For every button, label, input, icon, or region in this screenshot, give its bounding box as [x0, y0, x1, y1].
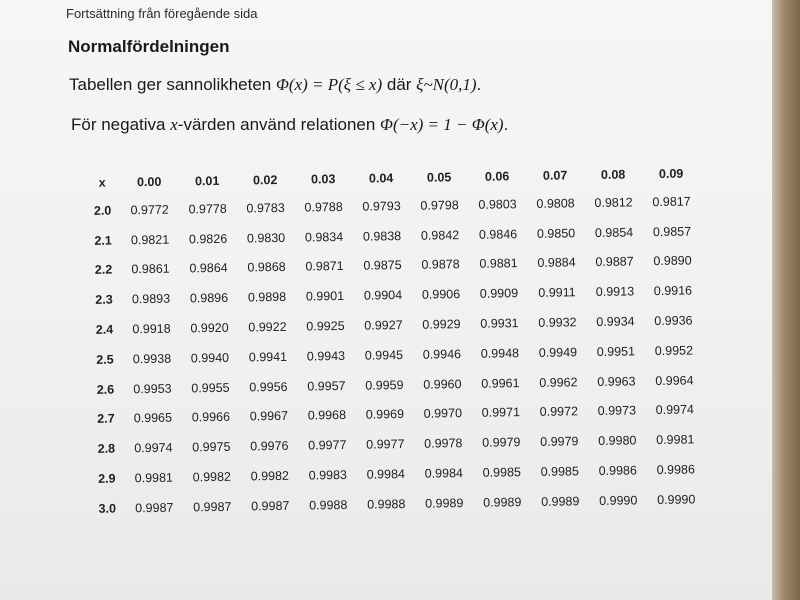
- row-x-label: 2.6: [96, 382, 115, 397]
- table-cell: 0.9846: [478, 226, 518, 242]
- table-cell: 0.9898: [247, 290, 287, 305]
- table-cell: 0.9850: [536, 225, 576, 241]
- table-cell: 0.9778: [188, 201, 227, 217]
- table-cell: 0.9881: [479, 256, 518, 272]
- table-cell: 0.9955: [191, 380, 230, 396]
- table-cell: 0.9812: [594, 195, 633, 210]
- table-cell: 0.9953: [133, 381, 172, 396]
- table-cell: 0.9989: [541, 494, 580, 509]
- table-cell: 0.9956: [249, 379, 288, 395]
- table-cell: 0.9772: [130, 202, 169, 218]
- relation-line: [71, 115, 508, 135]
- table-cell: 0.9793: [362, 198, 401, 214]
- table-cell: 0.9861: [131, 262, 170, 277]
- description-distribution: ξ~N(0,1): [416, 75, 477, 94]
- table-cell: 0.9986: [598, 463, 638, 479]
- table-cell: 0.9974: [655, 402, 695, 418]
- row-x-label: 2.0: [93, 203, 112, 218]
- table-cell: 0.9977: [366, 437, 405, 452]
- table-cell: 0.9909: [479, 286, 519, 302]
- table-cell: 0.9834: [304, 229, 344, 245]
- description-line: [69, 75, 481, 95]
- table-cell: 0.9987: [251, 498, 290, 514]
- table-cell: 0.9838: [362, 228, 402, 244]
- table-cell: 0.9941: [248, 349, 288, 365]
- table-cell: 0.9920: [190, 320, 229, 336]
- row-x-label: 2.9: [98, 471, 116, 486]
- table-cell: 0.9854: [594, 225, 634, 240]
- table-cell: 0.9985: [540, 464, 580, 479]
- table-cell: 0.9984: [366, 467, 406, 482]
- table-cell: 0.9961: [481, 375, 520, 391]
- table-cell: 0.9987: [135, 500, 174, 516]
- table-body: [84, 186, 705, 523]
- table-cell: 0.9976: [250, 439, 289, 454]
- table-cell: 0.9938: [132, 351, 172, 367]
- table-cell: 0.9904: [363, 288, 403, 303]
- description-formula: Φ(x) = P(ξ ≤ x): [275, 75, 383, 94]
- table-cell: 0.9962: [539, 374, 578, 390]
- column-header: 0.00: [136, 174, 162, 190]
- table-cell: 0.9951: [596, 344, 636, 359]
- table-cell: 0.9798: [420, 198, 459, 213]
- table-cell: 0.9988: [367, 496, 406, 512]
- desk-edge: [772, 0, 800, 600]
- table-cell: 0.9871: [305, 259, 344, 275]
- table-cell: 0.9989: [425, 495, 464, 511]
- continued-note: Fortsättning från föregående sida: [66, 6, 258, 21]
- table-cell: 0.9893: [131, 291, 171, 307]
- table-cell: 0.9911: [538, 285, 576, 301]
- relation-middle: -värden använd relationen: [177, 115, 381, 134]
- table-cell: 0.9983: [308, 467, 348, 483]
- table-cell: 0.9959: [365, 377, 404, 393]
- table-cell: 0.9830: [246, 230, 286, 246]
- table-cell: 0.9821: [130, 232, 170, 247]
- relation-suffix: .: [503, 115, 509, 134]
- table-cell: 0.9878: [421, 257, 460, 273]
- relation-prefix: För negativa: [71, 115, 171, 134]
- table-cell: 0.9981: [656, 432, 695, 448]
- table-cell: 0.9979: [482, 435, 521, 451]
- table-cell: 0.9857: [652, 224, 692, 239]
- table-cell: 0.9927: [364, 318, 403, 333]
- table-cell: 0.9884: [537, 255, 576, 271]
- row-x-label: 3.0: [98, 501, 117, 516]
- table-cell: 0.9896: [189, 291, 229, 306]
- table-cell: 0.9966: [191, 410, 231, 425]
- table-cell: 0.9969: [365, 407, 405, 423]
- table-cell: 0.9977: [308, 438, 347, 453]
- table-cell: 0.9913: [595, 284, 635, 300]
- column-header: 0.04: [368, 171, 394, 186]
- table-cell: 0.9918: [132, 321, 171, 337]
- column-header: 0.01: [194, 173, 220, 189]
- table-cell: 0.9952: [654, 343, 694, 358]
- table-cell: 0.9989: [483, 495, 522, 510]
- table-cell: 0.9988: [309, 497, 348, 513]
- row-x-label: 2.7: [97, 412, 115, 427]
- table-cell: 0.9946: [422, 346, 462, 362]
- table-cell: 0.9971: [481, 405, 521, 421]
- column-header: 0.02: [252, 172, 278, 188]
- table-cell: 0.9972: [539, 404, 579, 420]
- table-cell: 0.9949: [538, 345, 578, 360]
- table-cell: 0.9826: [188, 231, 228, 247]
- table-cell: 0.9931: [480, 316, 519, 331]
- row-x-label: 2.2: [94, 263, 113, 278]
- table-cell: 0.9981: [134, 470, 174, 486]
- table-cell: 0.9968: [307, 408, 347, 423]
- table-cell: 0.9864: [189, 261, 228, 276]
- table-cell: 0.9890: [653, 253, 692, 269]
- description-suffix: .: [476, 75, 482, 94]
- table-cell: 0.9940: [190, 350, 230, 366]
- table-cell: 0.9943: [306, 348, 346, 364]
- row-x-label: 2.3: [95, 292, 113, 308]
- table-cell: 0.9987: [193, 499, 232, 515]
- table-cell: 0.9990: [599, 493, 638, 508]
- table-cell: 0.9975: [192, 439, 231, 455]
- table-cell: 0.9957: [307, 378, 346, 394]
- table-cell: 0.9965: [133, 411, 173, 426]
- table-cell: 0.9986: [656, 462, 695, 478]
- table-cell: 0.9982: [192, 469, 232, 485]
- table-cell: 0.9974: [134, 440, 173, 456]
- page-title: Normalfördelningen: [68, 37, 230, 56]
- table-cell: 0.9932: [538, 315, 577, 330]
- description-middle: där: [382, 75, 417, 94]
- table-cell: 0.9887: [595, 254, 634, 270]
- column-header: 0.08: [600, 167, 626, 182]
- table-cell: 0.9982: [250, 468, 290, 484]
- table-cell: 0.9970: [423, 406, 463, 422]
- row-x-label: 2.1: [94, 233, 112, 248]
- table-cell: 0.9901: [305, 289, 345, 304]
- table-cell: 0.9925: [306, 319, 345, 334]
- description-prefix: Tabellen ger sannolikheten: [69, 75, 276, 94]
- table-cell: 0.9978: [424, 436, 463, 451]
- table-cell: 0.9808: [536, 196, 575, 211]
- table-cell: 0.9964: [655, 373, 694, 388]
- relation-formula: Φ(−x) = 1 − Φ(x): [380, 115, 504, 134]
- table-cell: 0.9875: [363, 258, 402, 274]
- table-cell: 0.9967: [249, 409, 289, 424]
- column-header: 0.09: [658, 166, 684, 181]
- row-x-label: 2.5: [96, 352, 114, 367]
- table-corner-label: x: [98, 175, 106, 190]
- table-cell: 0.9960: [423, 376, 462, 392]
- table-cell: 0.9842: [420, 227, 460, 243]
- table-cell: 0.9783: [246, 200, 285, 216]
- table-cell: 0.9916: [653, 283, 693, 299]
- row-x-label: 2.8: [97, 441, 116, 457]
- table-cell: 0.9985: [482, 465, 522, 480]
- table-cell: 0.9817: [652, 194, 691, 209]
- table-cell: 0.9922: [248, 319, 287, 335]
- table-cell: 0.9990: [657, 492, 696, 507]
- column-header: 0.03: [310, 172, 336, 187]
- column-header: 0.06: [484, 169, 510, 184]
- column-header: 0.07: [542, 168, 568, 183]
- table-cell: 0.9980: [598, 433, 637, 449]
- relation-variable: x: [170, 115, 178, 134]
- table-cell: 0.9979: [540, 434, 579, 450]
- table-cell: 0.9963: [597, 374, 636, 389]
- table-cell: 0.9948: [480, 346, 520, 361]
- column-header: 0.05: [426, 170, 452, 185]
- table-cell: 0.9936: [654, 313, 693, 329]
- table-cell: 0.9929: [422, 317, 461, 332]
- table-cell: 0.9984: [424, 466, 464, 481]
- table-cell: 0.9934: [596, 314, 635, 330]
- row-x-label: 2.4: [95, 322, 114, 337]
- normal-distribution-table: [84, 160, 705, 523]
- table-cell: 0.9906: [421, 287, 461, 302]
- table-cell: 0.9788: [304, 199, 343, 215]
- table-cell: 0.9973: [597, 403, 637, 419]
- table-cell: 0.9868: [247, 260, 286, 275]
- table-cell: 0.9945: [364, 347, 404, 363]
- table-cell: 0.9803: [478, 197, 517, 212]
